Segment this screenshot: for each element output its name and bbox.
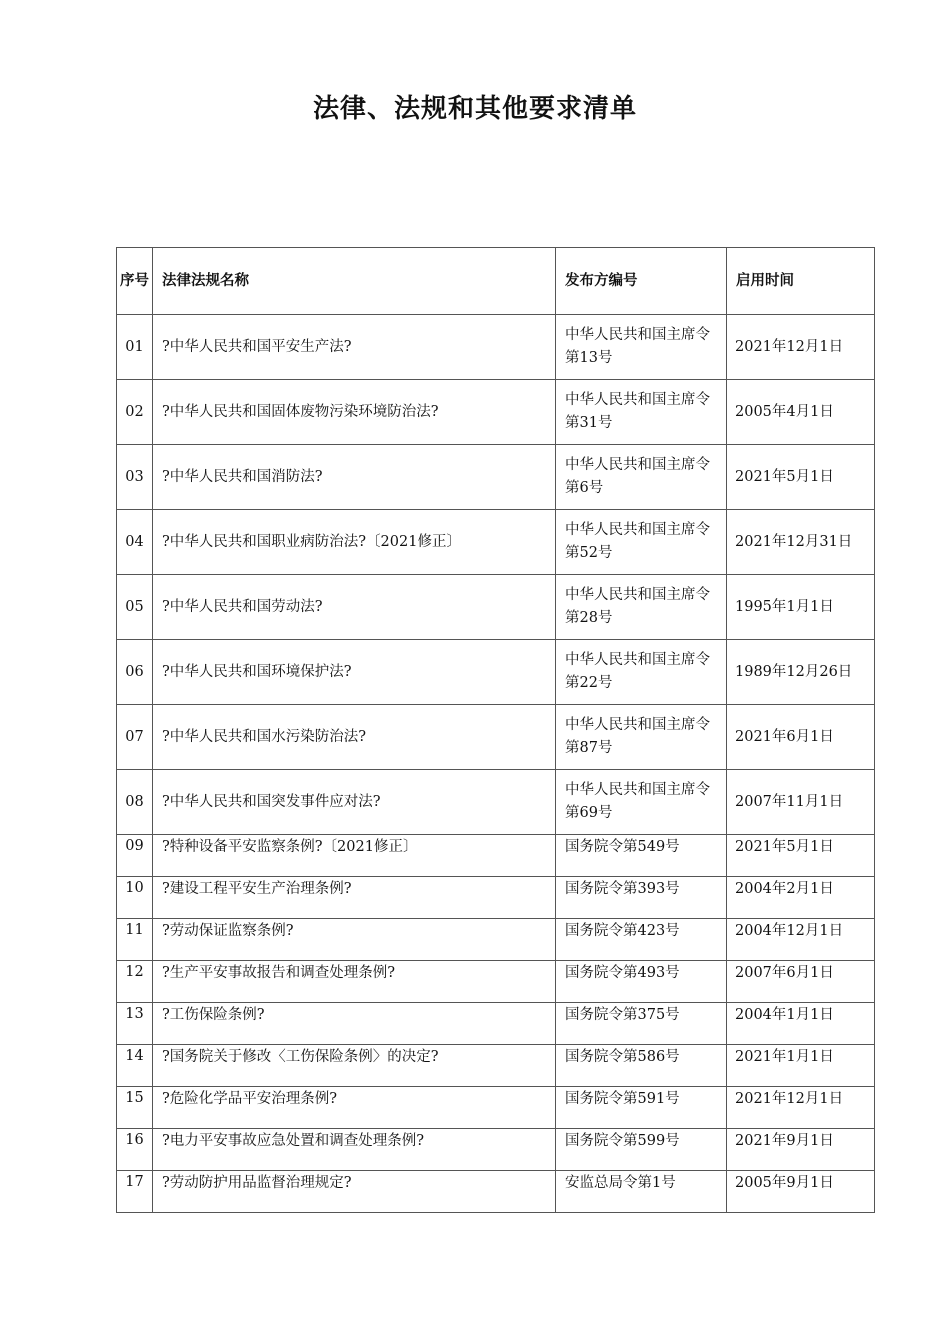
table-row: [117, 640, 875, 705]
row-date: 2004年12月1日: [727, 919, 875, 961]
row-date: 2021年6月1日: [727, 705, 875, 770]
row-issuer: 中华人民共和国主席令第28号: [556, 575, 727, 640]
table-row: [117, 877, 875, 919]
row-name: ?中华人民共和国环境保护法?: [153, 640, 556, 705]
page-title: 法律、法规和其他要求清单: [312, 94, 637, 124]
row-issuer: 国务院令第591号: [556, 1087, 727, 1129]
row-issuer: 中华人民共和国主席令第52号: [556, 510, 727, 575]
row-issuer: 中华人民共和国主席令第6号: [556, 445, 727, 510]
table-row: [117, 770, 875, 835]
regulations-table: [116, 247, 875, 1213]
row-name: ?中华人民共和国平安生产法?: [153, 315, 556, 380]
header-issuer: 发布方编号: [556, 248, 727, 315]
row-date: 1995年1月1日: [727, 575, 875, 640]
row-no: 12: [117, 961, 153, 1003]
header-date: 启用时间: [727, 248, 875, 315]
table-row: [117, 1087, 875, 1129]
table-row: [117, 575, 875, 640]
row-name: ?中华人民共和国突发事件应对法?: [153, 770, 556, 835]
table-row: [117, 919, 875, 961]
table-row: [117, 1045, 875, 1087]
row-name: ?中华人民共和国职业病防治法?〔2021修正〕: [153, 510, 556, 575]
row-date: 2021年5月1日: [727, 835, 875, 877]
row-no: 15: [117, 1087, 153, 1129]
table-header-row: [117, 248, 875, 315]
row-name: ?建设工程平安生产治理条例?: [153, 877, 556, 919]
row-issuer: 中华人民共和国主席令第31号: [556, 380, 727, 445]
row-issuer: 国务院令第393号: [556, 877, 727, 919]
row-date: 2004年2月1日: [727, 877, 875, 919]
row-issuer: 中华人民共和国主席令第69号: [556, 770, 727, 835]
row-issuer: 国务院令第599号: [556, 1129, 727, 1171]
row-no: 04: [117, 510, 153, 575]
row-name: ?劳动保证监察条例?: [153, 919, 556, 961]
row-date: 2007年11月1日: [727, 770, 875, 835]
row-issuer: 国务院令第375号: [556, 1003, 727, 1045]
row-issuer: 安监总局令第1号: [556, 1171, 727, 1213]
row-name: ?劳动防护用品监督治理规定?: [153, 1171, 556, 1213]
row-no: 11: [117, 919, 153, 961]
row-name: ?中华人民共和国消防法?: [153, 445, 556, 510]
table-row: [117, 380, 875, 445]
table-row: [117, 1129, 875, 1171]
row-no: 05: [117, 575, 153, 640]
row-date: 2004年1月1日: [727, 1003, 875, 1045]
row-no: 08: [117, 770, 153, 835]
row-issuer: 中华人民共和国主席令第22号: [556, 640, 727, 705]
table-row: [117, 1003, 875, 1045]
table-row: [117, 1171, 875, 1213]
row-date: 2005年4月1日: [727, 380, 875, 445]
row-date: 2021年9月1日: [727, 1129, 875, 1171]
row-date: 2021年12月1日: [727, 315, 875, 380]
row-name: ?特种设备平安监察条例?〔2021修正〕: [153, 835, 556, 877]
row-no: 14: [117, 1045, 153, 1087]
row-issuer: 中华人民共和国主席令第13号: [556, 315, 727, 380]
row-no: 07: [117, 705, 153, 770]
row-no: 06: [117, 640, 153, 705]
row-date: 2021年5月1日: [727, 445, 875, 510]
row-date: 2021年12月1日: [727, 1087, 875, 1129]
table-row: [117, 835, 875, 877]
row-name: ?危险化学品平安治理条例?: [153, 1087, 556, 1129]
row-name: ?电力平安事故应急处置和调查处理条例?: [153, 1129, 556, 1171]
table-row: [117, 445, 875, 510]
row-issuer: 国务院令第586号: [556, 1045, 727, 1087]
row-no: 09: [117, 835, 153, 877]
row-date: 1989年12月26日: [727, 640, 875, 705]
row-name: ?中华人民共和国劳动法?: [153, 575, 556, 640]
table-row: [117, 510, 875, 575]
row-name: ?中华人民共和国固体废物污染环境防治法?: [153, 380, 556, 445]
row-no: 02: [117, 380, 153, 445]
row-name: ?国务院关于修改〈工伤保险条例〉的决定?: [153, 1045, 556, 1087]
row-date: 2021年1月1日: [727, 1045, 875, 1087]
row-name: ?生产平安事故报告和调查处理条例?: [153, 961, 556, 1003]
row-no: 03: [117, 445, 153, 510]
row-date: 2005年9月1日: [727, 1171, 875, 1213]
header-no: 序号: [117, 248, 153, 315]
row-no: 10: [117, 877, 153, 919]
table-row: [117, 705, 875, 770]
header-name: 法律法规名称: [153, 248, 556, 315]
row-date: 2021年12月31日: [727, 510, 875, 575]
row-issuer: 中华人民共和国主席令第87号: [556, 705, 727, 770]
row-no: 17: [117, 1171, 153, 1213]
row-issuer: 国务院令第493号: [556, 961, 727, 1003]
row-issuer: 国务院令第423号: [556, 919, 727, 961]
table-row: [117, 961, 875, 1003]
row-date: 2007年6月1日: [727, 961, 875, 1003]
row-no: 01: [117, 315, 153, 380]
row-name: ?中华人民共和国水污染防治法?: [153, 705, 556, 770]
row-name: ?工伤保险条例?: [153, 1003, 556, 1045]
row-issuer: 国务院令第549号: [556, 835, 727, 877]
row-no: 16: [117, 1129, 153, 1171]
row-no: 13: [117, 1003, 153, 1045]
table-row: [117, 315, 875, 380]
